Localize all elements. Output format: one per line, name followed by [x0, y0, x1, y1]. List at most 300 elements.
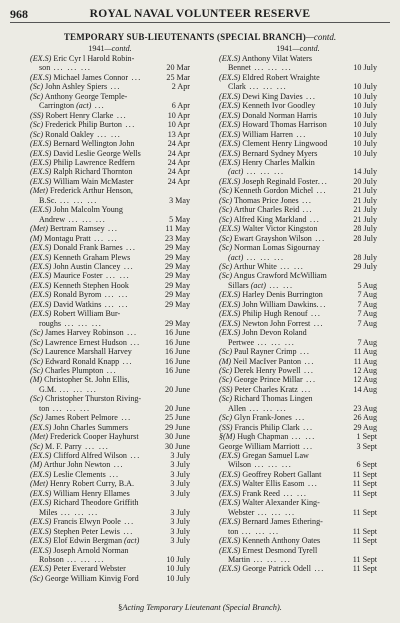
officer-entry — [219, 177, 377, 186]
seniority-date: 6 Apr — [171, 101, 190, 111]
branch-abbreviation: (EX.S) — [219, 479, 241, 489]
right-column-year: 1941 — [276, 44, 293, 53]
leader-dots: ... ... ... — [254, 337, 296, 347]
leader-dots: ... ... ... — [238, 526, 280, 536]
seniority-date: 11 Sept — [352, 507, 377, 517]
seniority-date: 28 July — [353, 224, 377, 234]
officer-name: ton — [39, 403, 50, 413]
entry-line — [219, 215, 377, 224]
branch-abbreviation: (Sc) — [219, 271, 233, 281]
entry-line — [219, 101, 377, 110]
officer-name: Elof Edwin Bergman — [51, 536, 125, 546]
entry-line — [30, 394, 190, 403]
officer-entry — [219, 224, 377, 233]
acting-abbreviation: (act) — [228, 167, 244, 177]
entry-line — [219, 309, 377, 318]
officer-name: Robson — [39, 555, 64, 565]
officer-entry — [219, 54, 377, 73]
branch-abbreviation: (EX.S) — [219, 91, 241, 101]
entry-line — [30, 574, 190, 583]
entry-line — [30, 111, 190, 120]
seniority-date: 16 June — [165, 356, 190, 366]
entry-line — [30, 167, 190, 176]
officer-name: Lawrence Ernest Hudson — [43, 337, 127, 347]
officer-name: Frederick Arthur Henson, — [47, 186, 133, 196]
branch-abbreviation: (Sc) — [30, 347, 44, 357]
leader-dots: ... — [113, 110, 128, 120]
officer-name: Philip Hugh Renouf — [240, 309, 308, 319]
officer-entry — [219, 92, 377, 101]
branch-abbreviation: (EX.S) — [30, 157, 52, 167]
officer-entry — [30, 423, 190, 432]
entry-line — [219, 54, 377, 63]
branch-abbreviation: §(M) — [219, 432, 236, 442]
officer-entry — [219, 347, 377, 356]
officer-entry — [219, 215, 377, 224]
officer-entry — [219, 546, 377, 565]
officer-name: Philip Lawrence Redfern — [51, 157, 135, 167]
officer-entry — [219, 130, 377, 139]
branch-abbreviation: (Sc) — [30, 394, 44, 404]
seniority-date: 3 July — [170, 536, 190, 546]
entry-line — [30, 527, 190, 536]
branch-abbreviation: (Sc) — [30, 356, 44, 366]
branch-abbreviation: (EX.S) — [219, 120, 241, 130]
entry-line — [30, 423, 190, 432]
branch-abbreviation: (EX.S) — [30, 139, 52, 149]
officer-entry — [30, 186, 190, 205]
seniority-date: 12 Aug — [353, 375, 377, 385]
seniority-date: 7 Aug — [357, 337, 377, 347]
entry-line — [30, 319, 190, 328]
seniority-date: 10 Apr — [167, 110, 190, 120]
leader-dots: ... — [123, 328, 138, 338]
officer-name: Richard Thomas Lingen — [232, 394, 313, 404]
officer-name: Carrington — [39, 101, 77, 111]
entry-line — [219, 508, 377, 517]
entry-line — [30, 253, 190, 262]
officer-name: Stephen Peter Lewis — [51, 526, 120, 536]
seniority-date: 24 Apr — [167, 167, 190, 177]
entry-line — [30, 470, 190, 479]
section-title-text: TEMPORARY SUB-LIEUTENANTS (SPECIAL BRANCH) — [63, 32, 306, 42]
officer-entry — [219, 101, 377, 110]
entry-line — [219, 479, 377, 488]
officer-entry — [30, 262, 190, 271]
section-title-contd: —contd. — [305, 32, 337, 42]
officer-name: James Harvey Robinson — [43, 328, 124, 338]
officer-entry — [30, 281, 190, 290]
branch-abbreviation: (EX.S) — [219, 318, 241, 328]
seniority-date: 29 Aug — [353, 422, 377, 432]
seniority-date: 25 Mar — [166, 72, 190, 82]
entry-line — [30, 366, 190, 375]
leader-dots: ... ... ... — [56, 195, 98, 205]
leader-dots: ... — [297, 384, 312, 394]
branch-abbreviation: (Sc) — [219, 195, 233, 205]
officer-name: Henry Charles Malkin — [240, 157, 315, 167]
branch-abbreviation: (Sc) — [219, 394, 233, 404]
officer-name: Newton John Forrest — [240, 318, 311, 328]
seniority-date: 11 Sept — [352, 469, 377, 479]
officer-name: Ralph Richard Thornton — [51, 167, 133, 177]
seniority-date: 14 Aug — [353, 384, 377, 394]
entry-line — [30, 73, 190, 82]
branch-abbreviation: (Met) — [30, 186, 48, 196]
officer-name: Ernest Desmond Tyrell — [240, 545, 318, 555]
branch-abbreviation: (Met) — [30, 432, 48, 442]
officer-entry — [30, 546, 190, 565]
branch-abbreviation: (Sc) — [30, 82, 44, 92]
seniority-date: 5 Aug — [357, 280, 377, 290]
officer-entry — [30, 451, 190, 460]
officer-entry — [30, 498, 190, 517]
officer-name: Glyn Frank-Jones — [232, 413, 292, 423]
acting-abbreviation: (act) — [228, 252, 244, 262]
left-column — [30, 44, 190, 583]
seniority-date: 3 May — [169, 195, 190, 205]
officer-entry — [30, 54, 190, 73]
leader-dots: ... — [121, 120, 136, 130]
officer-name: Miles — [39, 507, 58, 517]
seniority-date: 16 June — [165, 365, 190, 375]
branch-abbreviation: (EX.S) — [219, 176, 241, 186]
officer-name: Arthur John Newton — [42, 460, 111, 470]
seniority-date: 21 July — [353, 195, 377, 205]
entry-line — [219, 262, 377, 271]
leader-dots: ... — [105, 469, 120, 479]
officer-entry — [30, 111, 190, 120]
officer-entry — [219, 536, 377, 545]
branch-abbreviation: (EX.S) — [30, 498, 52, 508]
seniority-date: 16 June — [165, 337, 190, 347]
running-title: ROYAL NAVAL VOLUNTEER RESERVE — [89, 8, 311, 20]
branch-abbreviation: (EX.S) — [219, 139, 241, 149]
officer-name: G.M. — [39, 384, 57, 394]
entry-line — [219, 470, 377, 479]
entry-line — [219, 517, 377, 526]
left-column-heading — [30, 44, 190, 54]
officer-name: Bennet — [228, 63, 251, 73]
branch-abbreviation: (Sc) — [30, 120, 44, 130]
branch-abbreviation: (SS) — [219, 422, 233, 432]
branch-abbreviation: (EX.S) — [219, 536, 241, 546]
branch-abbreviation: (EX.S) — [30, 280, 52, 290]
branch-abbreviation: (Sc) — [30, 328, 44, 338]
entry-line — [219, 290, 377, 299]
entry-line — [219, 357, 377, 366]
branch-abbreviation: (SS) — [219, 384, 233, 394]
seniority-date: 29 May — [165, 243, 190, 253]
branch-abbreviation: (Sc) — [219, 214, 233, 224]
branch-abbreviation: (EX.S) — [219, 488, 241, 498]
branch-abbreviation: (EX.S) — [30, 243, 52, 253]
officer-name: James Robert Pelmore — [43, 413, 118, 423]
leader-dots: ... ... ... — [245, 82, 288, 92]
entry-line — [219, 555, 377, 564]
officer-name: Bertram Ramsey — [47, 224, 105, 234]
leader-dots: ... ... — [81, 441, 110, 451]
officer-entry — [30, 432, 190, 441]
branch-abbreviation: (EX.S) — [30, 176, 52, 186]
branch-abbreviation: (Sc) — [30, 129, 44, 139]
entry-line — [30, 271, 190, 280]
branch-abbreviation: (EX.S) — [219, 299, 241, 309]
leader-dots: ... — [119, 356, 133, 366]
officer-name: Eldred Robert Wraighte — [240, 72, 320, 82]
right-entry-list — [219, 54, 377, 574]
leader-dots: ... — [120, 261, 135, 271]
seniority-date: 30 June — [165, 441, 190, 451]
entry-line — [219, 404, 377, 413]
entry-line — [30, 479, 190, 488]
entry-line — [219, 243, 377, 252]
branch-abbreviation: (Sc) — [30, 337, 44, 347]
officer-entry — [30, 413, 190, 422]
entry-line — [30, 442, 190, 451]
entry-line — [30, 215, 190, 224]
officer-name: John Devon Roland — [240, 328, 307, 338]
page-number: 968 — [10, 7, 28, 21]
branch-abbreviation: (Sc) — [30, 91, 44, 101]
officer-name: Arthur White — [232, 261, 277, 271]
officer-entry — [219, 300, 377, 309]
officer-entry — [219, 149, 377, 158]
leader-dots: ... ... ... — [61, 318, 103, 328]
entry-line — [219, 120, 377, 129]
entry-line — [219, 423, 377, 432]
officer-name: David Watkins — [51, 299, 102, 309]
entry-line — [30, 82, 190, 91]
leader-dots: ... — [302, 375, 317, 385]
leader-dots: ... ... ... — [243, 252, 285, 262]
officer-entry — [30, 527, 190, 536]
officer-name: George Prince Millar — [232, 375, 303, 385]
officer-name: Joseph Reginald Foster — [240, 176, 318, 186]
officer-name: David Leslie George Wells — [51, 148, 141, 158]
entry-line — [30, 508, 190, 517]
seniority-date: 10 July — [353, 63, 377, 73]
officer-name: Kenneth Ivor Goodley — [240, 101, 316, 111]
branch-abbreviation: (EX.S) — [30, 261, 52, 271]
branch-abbreviation: (Met) — [30, 479, 48, 489]
officer-name: Norman Lomas Sigournay — [232, 243, 320, 253]
acting-abbreviation: (act) — [250, 280, 266, 290]
branch-abbreviation: (Sc) — [219, 375, 233, 385]
officer-entry — [30, 120, 190, 129]
officer-name: Gregan Samuel Law — [240, 451, 309, 461]
officer-entry — [219, 262, 377, 271]
officer-entry — [30, 347, 190, 356]
entry-line — [219, 546, 377, 555]
seniority-date: 11 Sept — [352, 488, 377, 498]
officer-name: Webster — [228, 507, 255, 517]
officer-entry — [219, 139, 377, 148]
officer-name: Howard Thomas Harrison — [240, 120, 327, 130]
leader-dots: ... — [300, 365, 315, 375]
leader-dots: ... — [104, 224, 119, 234]
entry-line — [30, 451, 190, 460]
officer-name: Ronald Oakley — [43, 129, 94, 139]
officer-entry — [219, 413, 377, 422]
left-column-year: 1941 — [88, 44, 105, 53]
entry-line — [219, 498, 377, 507]
entry-line — [219, 281, 377, 290]
branch-abbreviation: (EX.S) — [30, 271, 52, 281]
officer-entry — [30, 300, 190, 309]
entry-line — [219, 347, 377, 356]
left-entry-list — [30, 54, 190, 583]
officer-entry — [30, 574, 190, 583]
seniority-date: 28 July — [353, 252, 377, 262]
officer-name: Arthur Charles Reid — [232, 205, 300, 215]
branch-abbreviation: (Sc) — [30, 413, 44, 423]
officer-name: Francis Elwyn Poole — [51, 517, 121, 527]
seniority-date: 23 May — [165, 233, 190, 243]
leader-dots: ... — [296, 347, 311, 357]
leader-dots: ... — [307, 309, 322, 319]
leader-dots: ... ... ... — [251, 460, 293, 470]
entry-line — [30, 404, 190, 413]
branch-abbreviation: (EX.S) — [219, 101, 241, 111]
seniority-date: 29 June — [165, 422, 190, 432]
entry-line — [219, 536, 377, 545]
officer-name: Donald Frank Barnes — [51, 243, 123, 253]
seniority-date: 29 May — [165, 280, 190, 290]
entry-line — [30, 357, 190, 366]
branch-abbreviation: (Sc) — [219, 347, 233, 357]
officer-entry — [30, 92, 190, 111]
entry-line — [30, 281, 190, 290]
seniority-date: 14 July — [353, 167, 377, 177]
officer-name: John William Dawkins — [240, 299, 317, 309]
officer-entry — [219, 319, 377, 328]
branch-abbreviation: (Sc) — [30, 441, 44, 451]
entry-line — [219, 489, 377, 498]
officer-name: Anthony Vilat Waters — [240, 54, 312, 63]
leader-dots: ... — [126, 337, 141, 347]
entry-line — [219, 82, 377, 91]
officer-name: Walter Ellis Easom — [240, 479, 305, 489]
entry-line — [219, 158, 377, 167]
seniority-date: 25 June — [165, 413, 190, 423]
branch-abbreviation: (EX.S) — [219, 129, 241, 139]
leader-dots: ... — [299, 422, 314, 432]
entry-line — [219, 177, 377, 186]
entry-line — [30, 309, 190, 318]
officer-entry — [219, 366, 377, 375]
officer-name: Allen — [228, 403, 246, 413]
officer-name: Richard Theodore Griffith — [51, 498, 139, 508]
officer-entry — [219, 489, 377, 498]
branch-abbreviation: (EX.S) — [219, 72, 241, 82]
branch-abbreviation: (EX.S) — [30, 469, 52, 479]
officer-name: John Charles Summers — [51, 422, 129, 432]
leader-dots: ... — [128, 72, 142, 82]
leader-dots: ... — [299, 205, 313, 215]
officer-name: Maurice Foster — [51, 271, 103, 281]
leader-dots: ... ... — [276, 261, 305, 271]
officer-entry — [30, 479, 190, 488]
leader-dots: ... — [119, 526, 134, 536]
officer-entry — [30, 243, 190, 252]
branch-abbreviation: (EX.S) — [30, 422, 52, 432]
leader-dots: ... ... — [102, 271, 130, 281]
entry-line — [219, 205, 377, 214]
officer-entry — [30, 130, 190, 139]
seniority-date: 10 July — [353, 82, 377, 92]
officer-entry — [30, 290, 190, 299]
officer-entry — [219, 328, 377, 347]
seniority-date: 3 July — [170, 507, 190, 517]
entry-line — [219, 130, 377, 139]
entry-line — [30, 546, 190, 555]
branch-abbreviation: (Sc) — [219, 233, 233, 243]
branch-abbreviation: (EX.S) — [219, 498, 241, 508]
entry-line — [219, 92, 377, 101]
leader-dots: ... ... ... — [57, 507, 99, 517]
leader-dots: ... — [291, 413, 306, 423]
entry-line — [219, 527, 377, 536]
seniority-date: 2 Apr — [171, 82, 190, 92]
right-column-heading — [219, 44, 377, 54]
branch-abbreviation: (EX.S) — [30, 167, 52, 177]
entry-line — [30, 536, 190, 545]
entry-line — [30, 177, 190, 186]
officer-name: Charles Plumpton — [43, 365, 104, 375]
seniority-date: 6 Sept — [356, 460, 377, 470]
officer-entry — [30, 338, 190, 347]
officer-entry — [30, 442, 190, 451]
seniority-date: 10 July — [353, 139, 377, 149]
seniority-date: 29 May — [165, 290, 190, 300]
officer-entry — [30, 366, 190, 375]
branch-abbreviation: (Met) — [30, 224, 48, 234]
officer-entry — [219, 442, 377, 451]
entry-line — [30, 517, 190, 526]
entry-line — [30, 234, 190, 243]
seniority-date: 1 Sept — [356, 432, 377, 442]
entry-line — [219, 139, 377, 148]
branch-abbreviation: (EX.S) — [30, 545, 52, 555]
entry-line — [30, 92, 190, 101]
leader-dots: ... ... — [101, 299, 129, 309]
seniority-date: 24 Apr — [167, 176, 190, 186]
seniority-date: 3 July — [170, 526, 190, 536]
branch-abbreviation: (EX.S) — [219, 157, 241, 167]
officer-name: Geoffrey Robert Gallant — [240, 469, 322, 479]
entry-line — [219, 186, 377, 195]
officer-entry — [30, 253, 190, 262]
branch-abbreviation: (EX.S) — [30, 205, 52, 215]
seniority-date: 20 June — [165, 403, 190, 413]
seniority-date: 11 Sept — [352, 526, 377, 536]
officer-name: Christopher St. John Ellis, — [42, 375, 130, 385]
leader-dots: ... — [310, 318, 324, 328]
officer-entry — [30, 375, 190, 394]
officer-entry — [30, 224, 190, 233]
leader-dots: ... ... — [90, 233, 119, 243]
officer-name: Montagu Pratt — [42, 233, 91, 243]
leader-dots: ... ... ... — [49, 403, 91, 413]
officer-name: Harley Denis Burrington — [240, 290, 323, 300]
officer-entry — [219, 498, 377, 517]
officer-name: Dewi King Davies — [240, 91, 303, 101]
branch-abbreviation: (Sc) — [219, 186, 233, 196]
entry-line — [219, 451, 377, 460]
leader-dots: ... — [299, 441, 314, 451]
entry-line — [30, 432, 190, 441]
